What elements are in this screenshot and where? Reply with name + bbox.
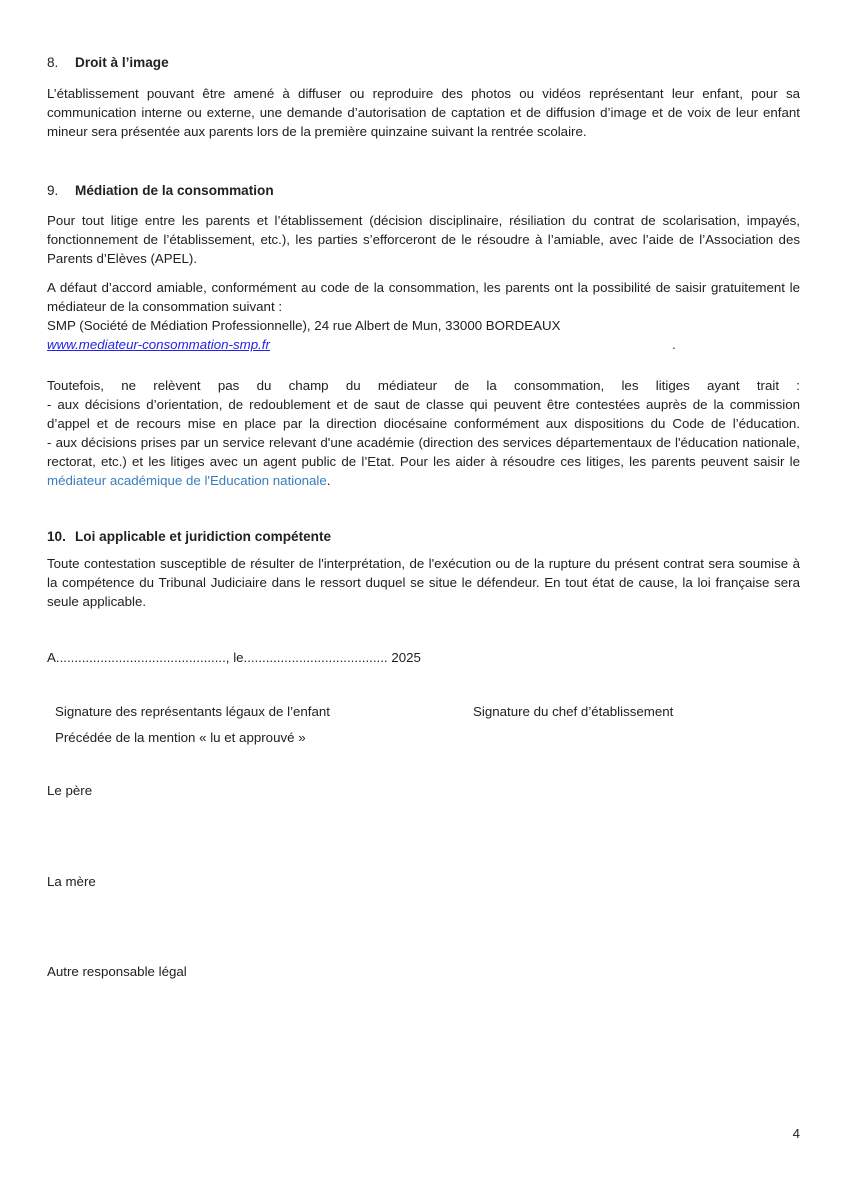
toutefois-item-2 <box>47 433 800 490</box>
date-place-line: A.............................................., le....................................... 2025 <box>47 650 421 665</box>
section-8-heading <box>47 0 800 72</box>
section-10-paragraph: Toute contestation susceptible de résulter de l'interprétation, de l'exécution ou de la rupture du présent contrat sera soumise à la compétence du Tribunal Judiciaire dans le ressort duquel se situe le défendeur. En tout état de cause, la loi française sera seule applicable. <box>47 556 800 609</box>
section-9-paragraph-litige: Pour tout litige entre les parents et l’établissement (décision disciplinaire, résiliation du contrat de scolarisation, impayés, fonctionnement de l’établissement, etc.), les parties s’efforceront de le résoudre à l’amiable, avec l’aide de l’Association des Parents d’Elèves (APEL). <box>47 213 800 266</box>
section-9-number: 9. <box>47 183 59 198</box>
section-9-smp-line: SMP (Société de Médiation Professionnelle), 24 rue Albert de Mun, 33000 BORDEAUX <box>47 318 561 333</box>
mother-label: La mère <box>47 874 96 889</box>
signature-parents-label: Signature des représentants légaux de l’enfant <box>55 704 330 719</box>
toutefois-item-2-text: - aux décisions prises par un service relevant d'une académie (direction des services départementaux de l'éducation nationale, rectorat, etc.) et les litiges avec un agent public de l’Etat. Pour les aider à résoudre ces litiges, les parents peuvent saisir le <box>47 435 800 469</box>
section-9-paragraph-accord: A défaut d’accord amiable, conformément au code de la consommation, les parents ont la possibilité de saisir gratuitement le médiateur de la consommation suivant : <box>47 280 800 314</box>
section-10-number: 10. <box>47 529 66 544</box>
signature-head-label: Signature du chef d’établissement <box>473 704 674 719</box>
mediateur-academique-link[interactable]: médiateur académique de l'Education nationale <box>47 473 327 488</box>
section-8-paragraph: L’établissement pouvant être amené à diffuser ou reproduire des photos ou vidéos représentant leur enfant, pour sa communication interne ou externe, une demande d’autorisation de captation et de diffusion d’image et de voix de leur enfant mineur sera présentée aux parents lors de la première quinzaine suivant la rentrée scolaire. <box>47 86 800 139</box>
section-8-number: 8. <box>47 55 59 70</box>
section-9-link-row <box>47 335 800 354</box>
section-9-mediator-block <box>47 278 800 354</box>
section-10-title: Loi applicable et juridiction compétente <box>75 529 332 544</box>
mention-line: Précédée de la mention « lu et approuvé » <box>55 730 306 745</box>
section-9-title: Médiation de la consommation <box>75 183 274 198</box>
toutefois-item-1: - aux décisions d’orientation, de redoublement et de saut de classe qui peuvent être contestées auprès de la commission d’appel et de recours mise en place par la direction diocésaine conformément aux dispositions du Code de l’éducation. <box>47 397 800 431</box>
link-row-trailing-dot: . <box>672 337 676 352</box>
section-10-heading <box>47 527 800 546</box>
mediator-website-link[interactable]: www.mediateur-consommation-smp.fr <box>47 337 270 352</box>
section-9-heading <box>47 181 800 200</box>
other-guardian-label: Autre responsable légal <box>47 964 187 979</box>
toutefois-item-2-period: . <box>326 473 331 488</box>
father-label: Le père <box>47 783 93 798</box>
section-8-title: Droit à l’image <box>75 55 169 70</box>
toutefois-intro: Toutefois, ne relèvent pas du champ du médiateur de la consommation, les litiges ayant trait : <box>47 378 800 393</box>
page-number: 4 <box>792 1126 800 1141</box>
section-9-toutefois-block <box>47 376 800 490</box>
signature-labels-row <box>47 702 800 721</box>
